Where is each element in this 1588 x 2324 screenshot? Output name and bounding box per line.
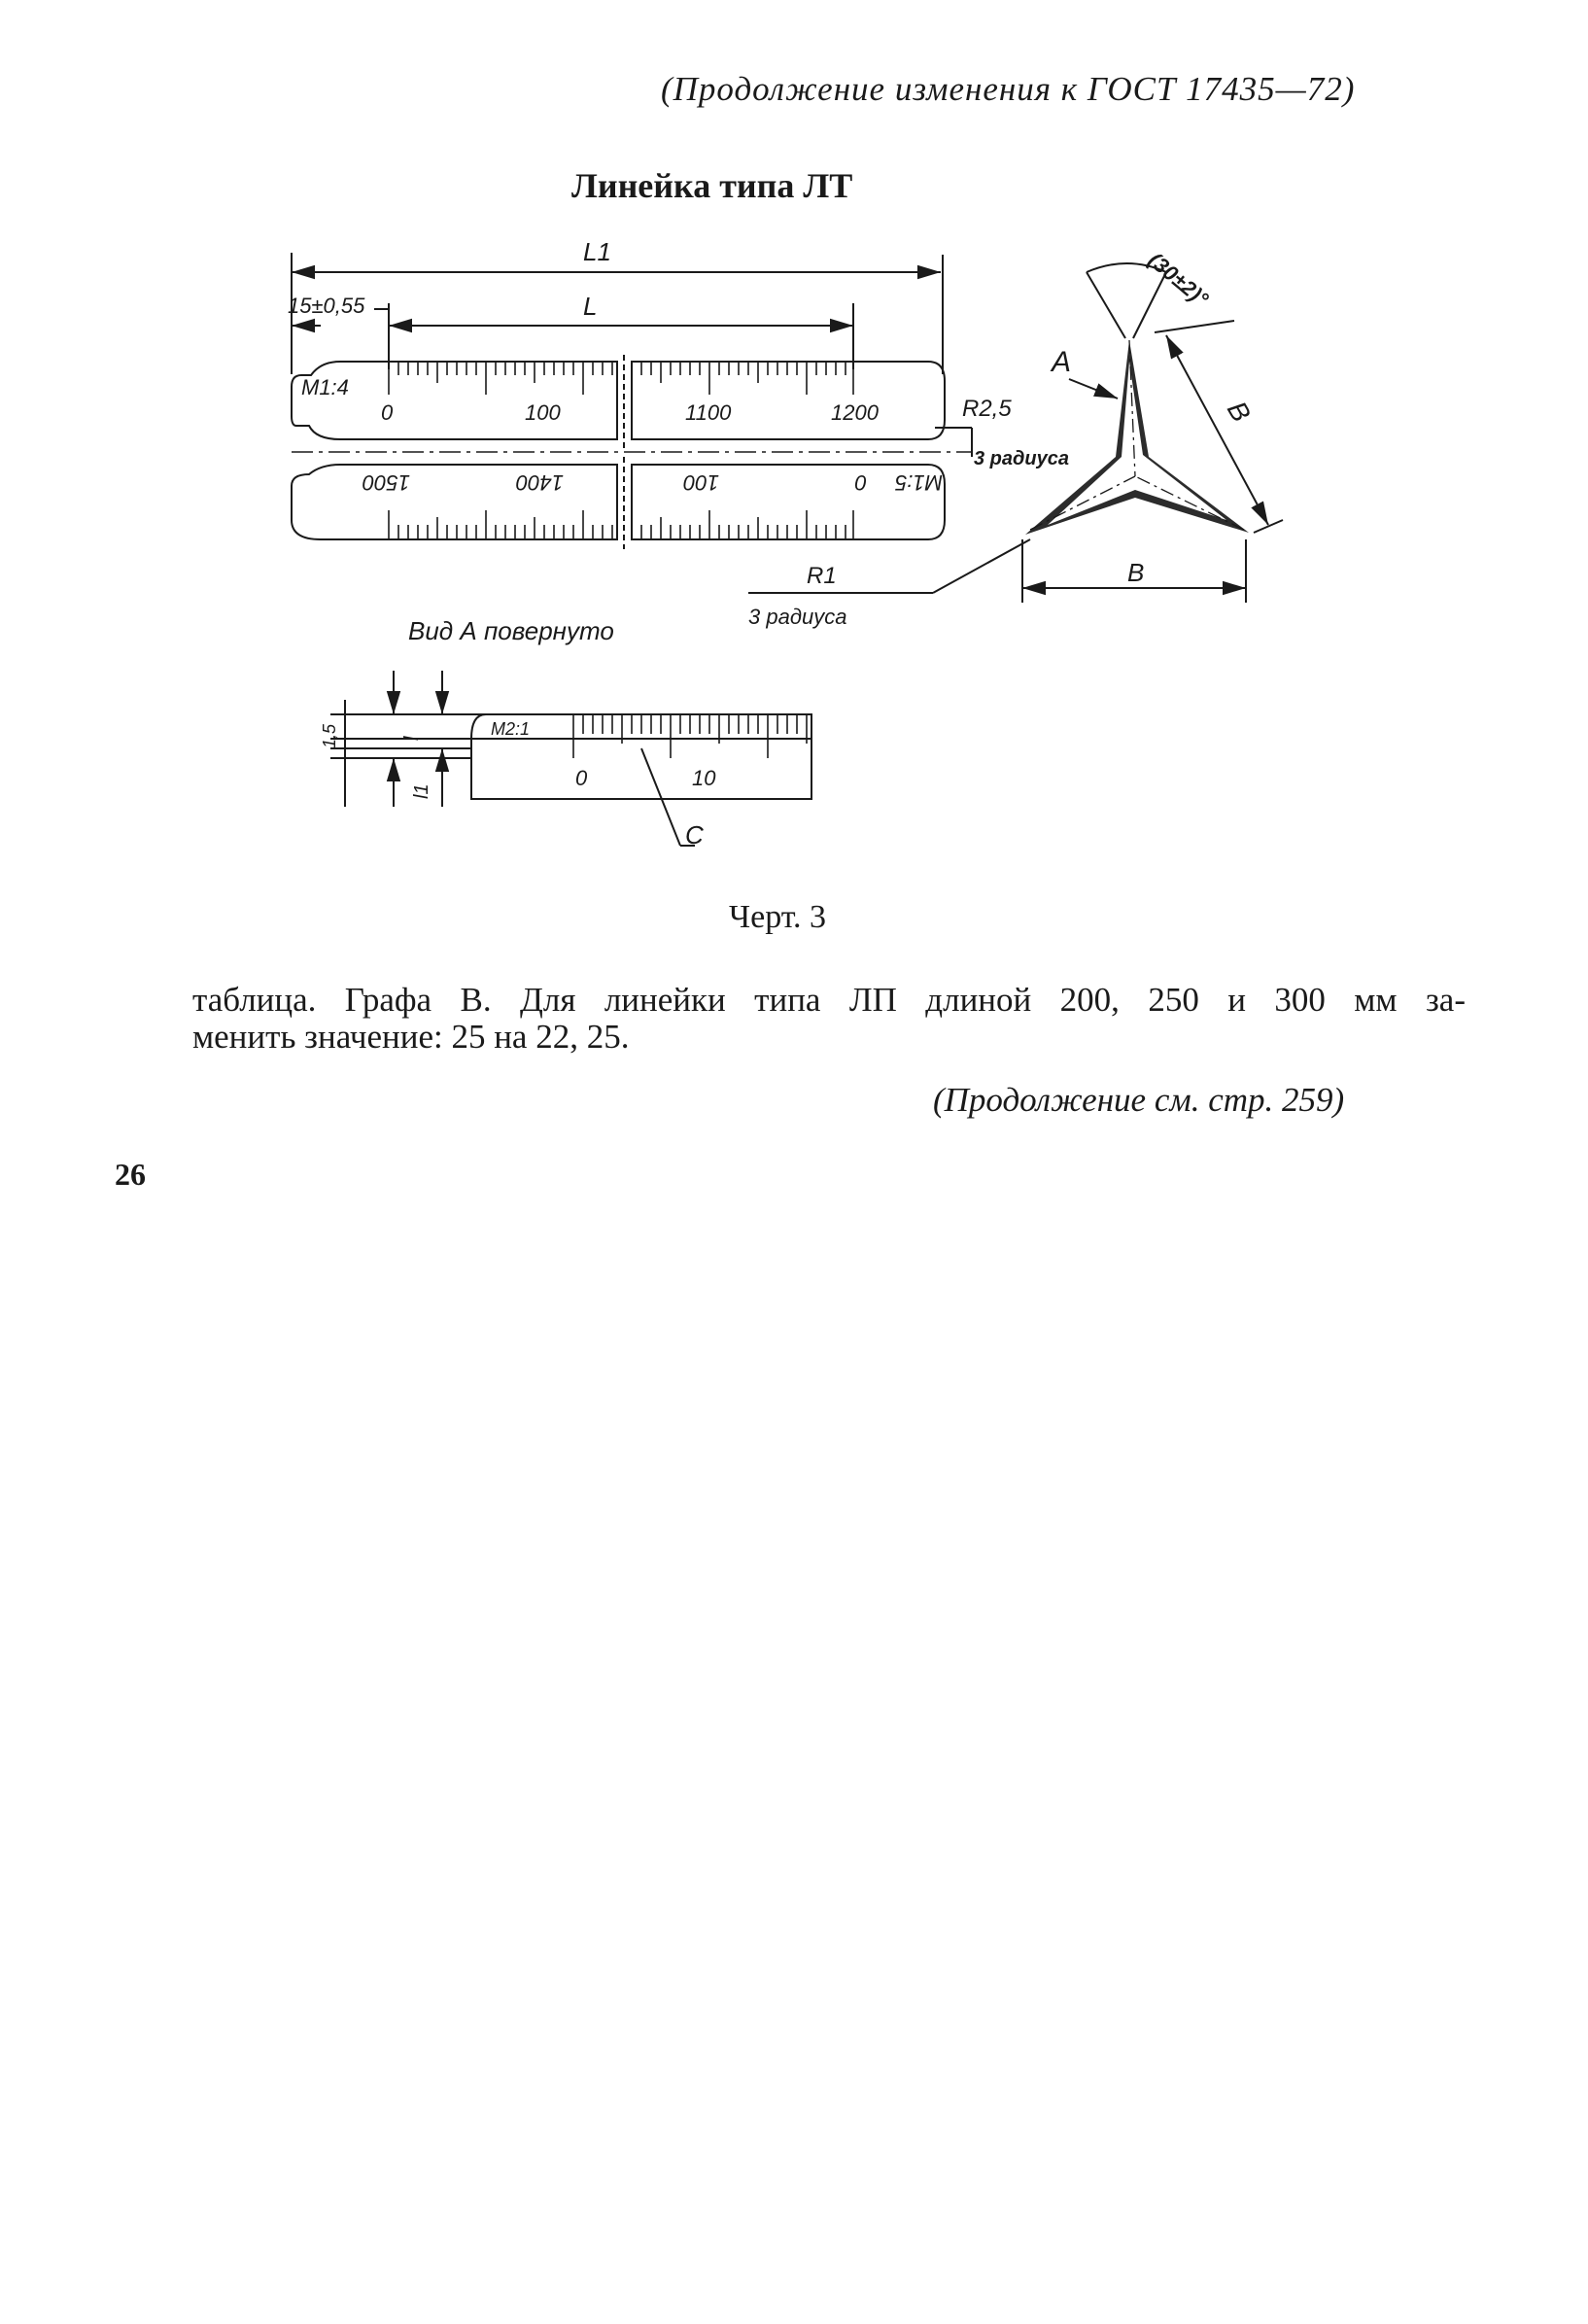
label-scale-100: 100: [525, 400, 561, 425]
label-b: B: [1127, 558, 1145, 587]
label-m21: М2:1: [491, 719, 531, 739]
label-l1: L1: [583, 237, 611, 266]
label-m15: М1:5: [895, 470, 943, 495]
label-a: A: [1052, 346, 1072, 378]
label-lower-1400: 1400: [516, 470, 564, 495]
label-tolerance: 15±0,55: [288, 294, 365, 318]
figure-title: Линейка типа ЛТ: [571, 166, 853, 205]
ruler-lower-ticks: [389, 510, 853, 539]
label-r1: R1: [807, 563, 837, 589]
label-lower-100: 100: [683, 470, 719, 495]
body-line-2: менить значение: 25 на 22, 25.: [192, 1018, 630, 1056]
page-number: 26: [115, 1157, 146, 1192]
label-scale-0: 0: [381, 400, 394, 425]
ruler-upper-left: [292, 362, 617, 439]
view-a-ticks: [573, 714, 807, 758]
body-text: [192, 982, 1466, 1056]
header-continuation: (Продолжение изменения к ГОСТ 17435—72): [661, 70, 1356, 108]
continuation-footer: (Продолжение см. стр. 259): [933, 1081, 1345, 1119]
ruler-upper-right: [632, 362, 945, 439]
label-scale-1200: 1200: [831, 400, 879, 425]
label-c: C: [685, 820, 704, 850]
label-l: L: [583, 292, 598, 321]
body-line-1: таблица. Графа В. Для линейки типа ЛП длиной 200, 250 и 300 мм за-: [192, 981, 1466, 1019]
label-lower-1500: 1500: [362, 470, 410, 495]
label-l3: 1,5: [320, 723, 339, 748]
label-view-a: Вид А повернуто: [408, 616, 614, 645]
label-view-10: 10: [692, 766, 716, 790]
label-lower-0: 0: [854, 470, 867, 495]
view-a-detail: [330, 671, 811, 846]
label-r1-note: 3 радиуса: [748, 605, 847, 629]
figure-caption: Черт. 3: [729, 899, 827, 935]
label-view-0: 0: [575, 766, 588, 790]
label-l2: l: [401, 736, 423, 741]
ruler-lower-left: [292, 465, 617, 539]
label-r25: R2,5: [962, 396, 1012, 422]
label-r25-note: 3 радиуса: [974, 448, 1069, 469]
label-b-slant: B: [1221, 396, 1257, 428]
technical-drawing: [0, 0, 1588, 972]
label-m14: М1:4: [301, 375, 349, 399]
label-angle: (30±2)°: [1143, 247, 1214, 312]
ruler-upper-ticks: [389, 362, 853, 395]
label-l1-view: l1: [411, 783, 432, 799]
label-scale-1100: 1100: [685, 400, 732, 425]
